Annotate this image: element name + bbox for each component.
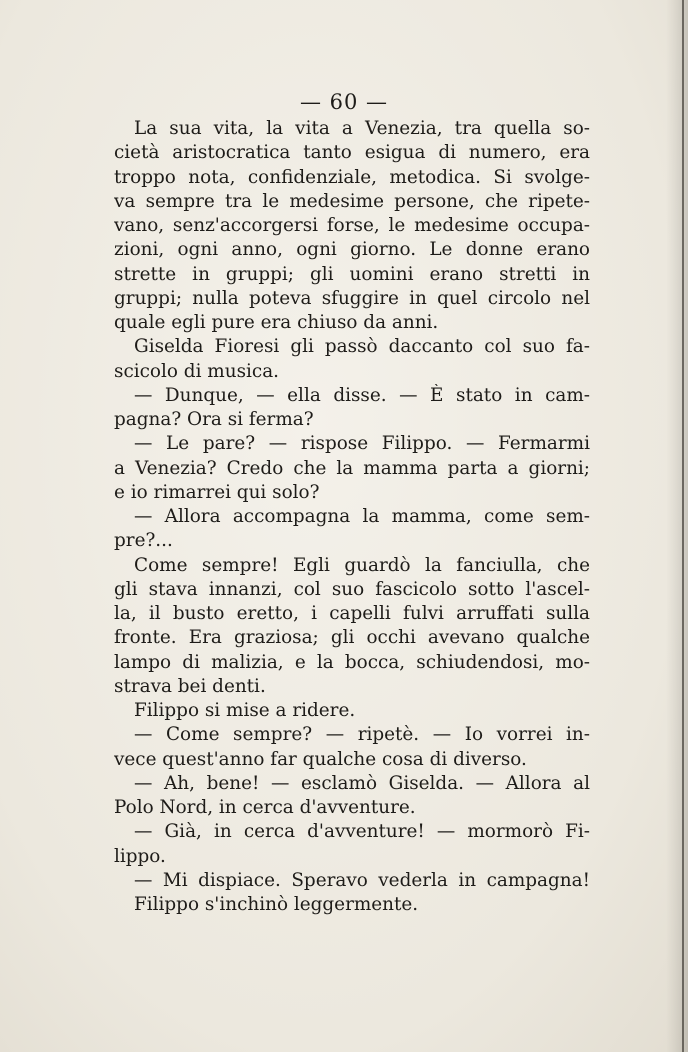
text-line: va sempre tra le medesime persone, che ripete- [114,190,590,212]
text-line: — Le pare? — rispose Filippo. — Fermarmi [134,433,590,455]
text-line: Giselda Fioresi gli passò daccanto col suo fa- [134,336,590,358]
text-line: troppo nota, confidenziale, metodica. Si svolge- [114,166,590,188]
text-line: — Come sempre? — ripetè. — Io vorrei in- [134,724,590,746]
text-line: e io rimarrei qui solo? [114,481,320,503]
text-line: zioni, ogni anno, ogni giorno. Le donne erano [114,239,590,261]
text-line: — Dunque, — ella disse. — È stato in cam- [134,384,590,406]
text-line: pagna? Ora si ferma? [114,409,314,430]
text-line: scicolo di musica. [114,360,280,382]
text-line: — Allora accompagna la mamma, come sem- [134,506,590,527]
text-line: Filippo si mise a ridere. [134,700,356,721]
text-line: lampo di malizia, e la bocca, schiudendosi, mo- [114,651,590,673]
text-line: quale egli pure era chiuso da anni. [114,312,439,333]
text-line: strava bei denti. [114,675,266,697]
text-line: — Mi dispiace. Speravo vederla in campagna! [134,869,590,891]
text-line: gruppi; nulla poteva sfuggire in quel circolo nel [114,287,590,309]
text-line: pre?... [114,530,173,552]
text-line: La sua vita, la vita a Venezia, tra quella so- [134,118,590,139]
page-edge-line [682,0,684,1052]
text-line: Filippo s'inchinò leggermente. [134,894,419,915]
text-line: la, il busto eretto, i capelli fulvi arruffati sulla [114,603,590,624]
text-line: — Ah, bene! — esclamò Giselda. — Allora al [134,772,590,794]
text-line: vece quest'anno far qualche cosa di diverso. [114,748,527,770]
page-number: — 60 — [299,90,389,114]
text-line: a Venezia? Credo che la mamma parta a giorni; [114,457,590,479]
text-line: — Già, in cerca d'avventure! — mormorò Fi- [134,821,590,843]
text-line: gli stava innanzi, col suo fascicolo sotto l'ascel- [114,578,590,600]
text-line: vano, senz'accorgersi forse, le medesime occupa- [114,215,590,236]
text-line: fronte. Era graziosa; gli occhi avevano qualche [114,627,590,649]
text-line: Come sempre! Egli guardò la fanciulla, che [134,554,590,576]
body-text [114,117,590,917]
text-line: lippo. [114,845,166,867]
text-line: Polo Nord, in cerca d'avventure. [114,797,416,818]
page-edge-shadow [666,0,688,1052]
text-line: strette in gruppi; gli uomini erano stretti in [114,263,590,285]
text-line: cietà aristocratica tanto esigua di numero, era [114,142,590,164]
